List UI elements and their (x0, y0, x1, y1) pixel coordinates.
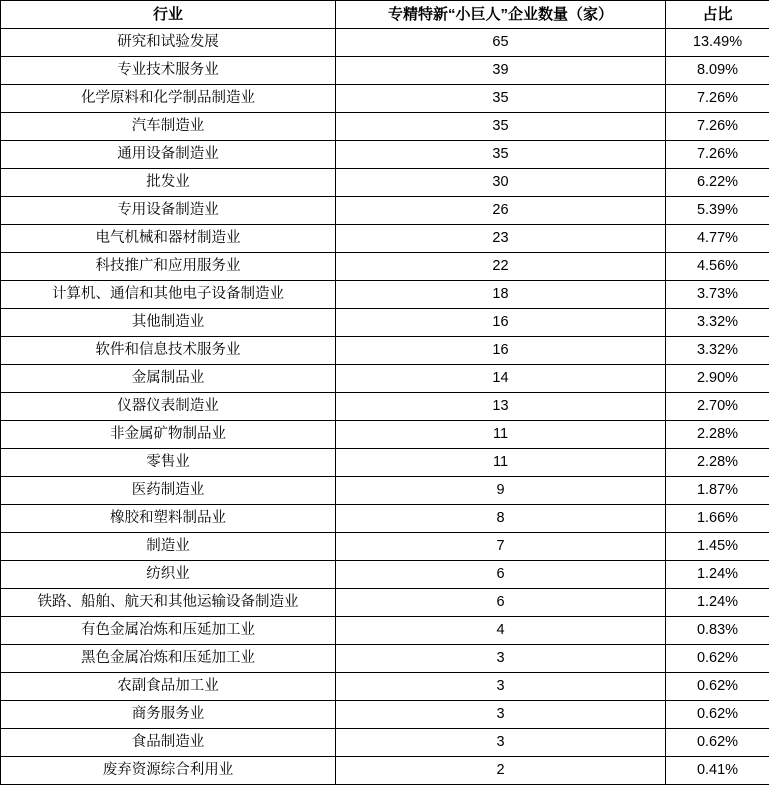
cell-industry: 电气机械和器材制造业 (1, 225, 336, 253)
column-header-industry: 行业 (1, 1, 336, 29)
cell-share: 4.77% (666, 225, 769, 253)
column-header-count: 专精特新“小巨人”企业数量（家） (336, 1, 666, 29)
cell-count: 65 (336, 29, 666, 57)
table-row (1, 365, 769, 393)
cell-share: 1.87% (666, 477, 769, 505)
cell-industry: 软件和信息技术服务业 (1, 337, 336, 365)
cell-industry: 其他制造业 (1, 309, 336, 337)
cell-industry: 专用设备制造业 (1, 197, 336, 225)
cell-industry: 橡胶和塑料制品业 (1, 505, 336, 533)
cell-industry: 商务服务业 (1, 701, 336, 729)
cell-share: 1.45% (666, 533, 769, 561)
cell-count: 9 (336, 477, 666, 505)
cell-industry: 通用设备制造业 (1, 141, 336, 169)
cell-share: 13.49% (666, 29, 769, 57)
cell-share: 1.66% (666, 505, 769, 533)
cell-industry: 黑色金属冶炼和压延加工业 (1, 645, 336, 673)
cell-industry: 批发业 (1, 169, 336, 197)
cell-share: 0.62% (666, 729, 769, 757)
table-row (1, 197, 769, 225)
table-row (1, 729, 769, 757)
cell-count: 23 (336, 225, 666, 253)
cell-count: 6 (336, 561, 666, 589)
cell-count: 35 (336, 113, 666, 141)
table-row (1, 477, 769, 505)
cell-count: 13 (336, 393, 666, 421)
table-row (1, 421, 769, 449)
table-row (1, 701, 769, 729)
cell-count: 2 (336, 757, 666, 785)
table-row (1, 589, 769, 617)
cell-share: 1.24% (666, 589, 769, 617)
cell-share: 8.09% (666, 57, 769, 85)
cell-industry: 研究和试验发展 (1, 29, 336, 57)
cell-industry: 铁路、船舶、航天和其他运输设备制造业 (1, 589, 336, 617)
cell-count: 3 (336, 729, 666, 757)
cell-count: 16 (336, 309, 666, 337)
table-row (1, 281, 769, 309)
table-row (1, 393, 769, 421)
cell-count: 3 (336, 645, 666, 673)
cell-count: 4 (336, 617, 666, 645)
table-row (1, 533, 769, 561)
cell-industry: 食品制造业 (1, 729, 336, 757)
cell-industry: 纺织业 (1, 561, 336, 589)
table-header-row (1, 1, 769, 29)
table-row (1, 337, 769, 365)
cell-industry: 科技推广和应用服务业 (1, 253, 336, 281)
cell-count: 14 (336, 365, 666, 393)
cell-share: 2.90% (666, 365, 769, 393)
cell-share: 0.41% (666, 757, 769, 785)
cell-share: 6.22% (666, 169, 769, 197)
cell-industry: 非金属矿物制品业 (1, 421, 336, 449)
table-row (1, 29, 769, 57)
table-row (1, 617, 769, 645)
cell-count: 18 (336, 281, 666, 309)
cell-count: 35 (336, 141, 666, 169)
table-row (1, 673, 769, 701)
cell-share: 0.83% (666, 617, 769, 645)
cell-industry: 汽车制造业 (1, 113, 336, 141)
column-header-share: 占比 (666, 1, 769, 29)
table-row (1, 85, 769, 113)
table-row (1, 561, 769, 589)
cell-share: 2.28% (666, 421, 769, 449)
cell-industry: 零售业 (1, 449, 336, 477)
cell-count: 11 (336, 421, 666, 449)
table-row (1, 449, 769, 477)
cell-count: 11 (336, 449, 666, 477)
table-row (1, 169, 769, 197)
table-row (1, 645, 769, 673)
cell-industry: 有色金属冶炼和压延加工业 (1, 617, 336, 645)
cell-count: 8 (336, 505, 666, 533)
table-row (1, 309, 769, 337)
cell-share: 7.26% (666, 141, 769, 169)
cell-share: 3.32% (666, 309, 769, 337)
cell-share: 4.56% (666, 253, 769, 281)
cell-share: 3.32% (666, 337, 769, 365)
cell-share: 2.70% (666, 393, 769, 421)
cell-industry: 化学原料和化学制品制造业 (1, 85, 336, 113)
cell-share: 0.62% (666, 645, 769, 673)
cell-share: 0.62% (666, 701, 769, 729)
table-row (1, 113, 769, 141)
cell-count: 30 (336, 169, 666, 197)
cell-share: 7.26% (666, 85, 769, 113)
cell-industry: 计算机、通信和其他电子设备制造业 (1, 281, 336, 309)
cell-count: 3 (336, 701, 666, 729)
table-row (1, 757, 769, 785)
cell-share: 3.73% (666, 281, 769, 309)
cell-share: 1.24% (666, 561, 769, 589)
cell-industry: 专业技术服务业 (1, 57, 336, 85)
table-header (1, 1, 769, 29)
cell-share: 5.39% (666, 197, 769, 225)
cell-industry: 医药制造业 (1, 477, 336, 505)
cell-share: 0.62% (666, 673, 769, 701)
table-row (1, 225, 769, 253)
cell-count: 7 (336, 533, 666, 561)
cell-industry: 金属制品业 (1, 365, 336, 393)
cell-industry: 废弃资源综合利用业 (1, 757, 336, 785)
cell-industry: 制造业 (1, 533, 336, 561)
cell-industry: 仪器仪表制造业 (1, 393, 336, 421)
table-row (1, 141, 769, 169)
cell-count: 22 (336, 253, 666, 281)
cell-share: 7.26% (666, 113, 769, 141)
cell-count: 26 (336, 197, 666, 225)
cell-industry: 农副食品加工业 (1, 673, 336, 701)
cell-count: 6 (336, 589, 666, 617)
cell-count: 16 (336, 337, 666, 365)
cell-share: 2.28% (666, 449, 769, 477)
table-body (1, 29, 769, 785)
table-row (1, 57, 769, 85)
table-row (1, 505, 769, 533)
cell-count: 3 (336, 673, 666, 701)
cell-count: 39 (336, 57, 666, 85)
table-row (1, 253, 769, 281)
cell-count: 35 (336, 85, 666, 113)
